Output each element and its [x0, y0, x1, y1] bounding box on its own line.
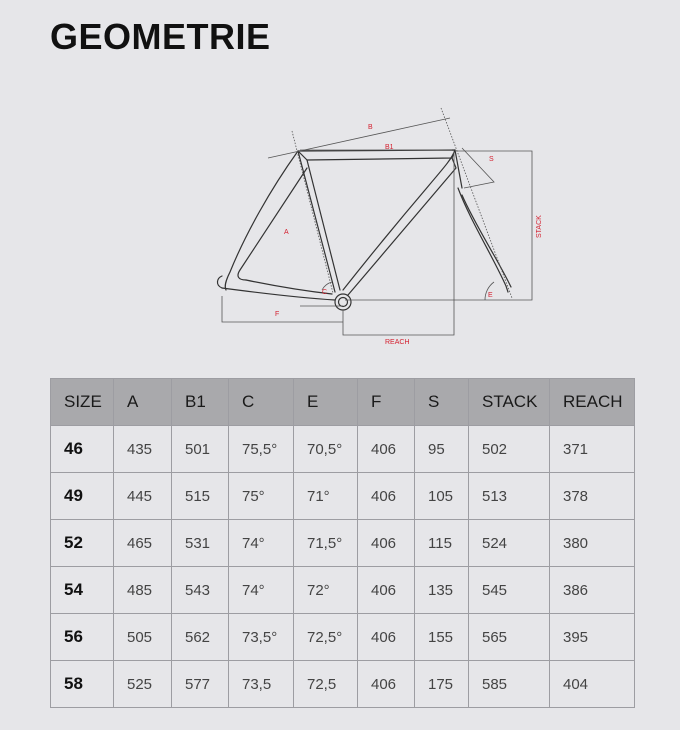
table-cell: 485: [114, 567, 172, 614]
table-cell: 175: [415, 661, 469, 708]
size-cell: 46: [51, 426, 114, 473]
table-row: [51, 426, 635, 473]
size-cell: 54: [51, 567, 114, 614]
column-header-c: C: [229, 379, 294, 426]
column-header-f: F: [358, 379, 415, 426]
table-cell: 406: [358, 661, 415, 708]
table-cell: 74°: [229, 520, 294, 567]
table-cell: 406: [358, 614, 415, 661]
table-cell: 155: [415, 614, 469, 661]
column-header-a: A: [114, 379, 172, 426]
table-row: [51, 520, 635, 567]
table-cell: 105: [415, 473, 469, 520]
table-row: [51, 567, 635, 614]
table-cell: 71,5°: [294, 520, 358, 567]
table-cell: 75,5°: [229, 426, 294, 473]
table-cell: 135: [415, 567, 469, 614]
size-cell: 49: [51, 473, 114, 520]
label-b: B: [368, 124, 373, 131]
table-cell: 406: [358, 567, 415, 614]
table-cell: 95: [415, 426, 469, 473]
table-cell: 435: [114, 426, 172, 473]
table-cell: 577: [172, 661, 229, 708]
table-cell: 406: [358, 473, 415, 520]
label-b1: B1: [385, 144, 394, 151]
table-cell: 73,5: [229, 661, 294, 708]
table-row: [51, 661, 635, 708]
table-cell: 72,5°: [294, 614, 358, 661]
table-cell: 502: [469, 426, 550, 473]
page-title: GEOMETRIE: [50, 16, 271, 57]
table-cell: 465: [114, 520, 172, 567]
column-header-stack: STACK: [469, 379, 550, 426]
table-cell: 545: [469, 567, 550, 614]
table-cell: 380: [550, 520, 635, 567]
table-cell: 501: [172, 426, 229, 473]
dimension-lines: [222, 108, 532, 335]
table-cell: 524: [469, 520, 550, 567]
size-cell: 56: [51, 614, 114, 661]
table-cell: 543: [172, 567, 229, 614]
table-cell: 404: [550, 661, 635, 708]
table-cell: 525: [114, 661, 172, 708]
size-cell: 52: [51, 520, 114, 567]
table-cell: 515: [172, 473, 229, 520]
table-cell: 562: [172, 614, 229, 661]
table-cell: 386: [550, 567, 635, 614]
label-c: C: [322, 289, 328, 296]
table-cell: 72°: [294, 567, 358, 614]
table-body: [51, 426, 635, 708]
column-header-e: E: [294, 379, 358, 426]
table-cell: 71°: [294, 473, 358, 520]
label-e: E: [488, 292, 493, 299]
table-header-row: [51, 379, 635, 426]
table-cell: 406: [358, 520, 415, 567]
table-cell: 395: [550, 614, 635, 661]
table-cell: 75°: [229, 473, 294, 520]
table-cell: 565: [469, 614, 550, 661]
table-cell: 585: [469, 661, 550, 708]
column-header-reach: REACH: [550, 379, 635, 426]
label-a: A: [284, 229, 289, 236]
table-cell: 73,5°: [229, 614, 294, 661]
table-row: [51, 614, 635, 661]
table-row: [51, 473, 635, 520]
size-cell: 58: [51, 661, 114, 708]
label-f: F: [275, 311, 280, 318]
table-cell: 531: [172, 520, 229, 567]
table-cell: 406: [358, 426, 415, 473]
table-cell: 74°: [229, 567, 294, 614]
column-header-size: SIZE: [51, 379, 114, 426]
table-cell: 513: [469, 473, 550, 520]
table-cell: 115: [415, 520, 469, 567]
table-cell: 505: [114, 614, 172, 661]
column-header-b1: B1: [172, 379, 229, 426]
label-stack: STACK: [536, 215, 543, 238]
table-cell: 72,5: [294, 661, 358, 708]
label-reach: REACH: [385, 339, 410, 346]
table-cell: 378: [550, 473, 635, 520]
table-cell: 445: [114, 473, 172, 520]
bike-frame: [217, 150, 511, 310]
table-cell: 70,5°: [294, 426, 358, 473]
label-s: S: [489, 156, 494, 163]
geometry-table: [50, 378, 635, 708]
table-cell: 371: [550, 426, 635, 473]
column-header-s: S: [415, 379, 469, 426]
frame-geometry-diagram: [0, 90, 680, 360]
